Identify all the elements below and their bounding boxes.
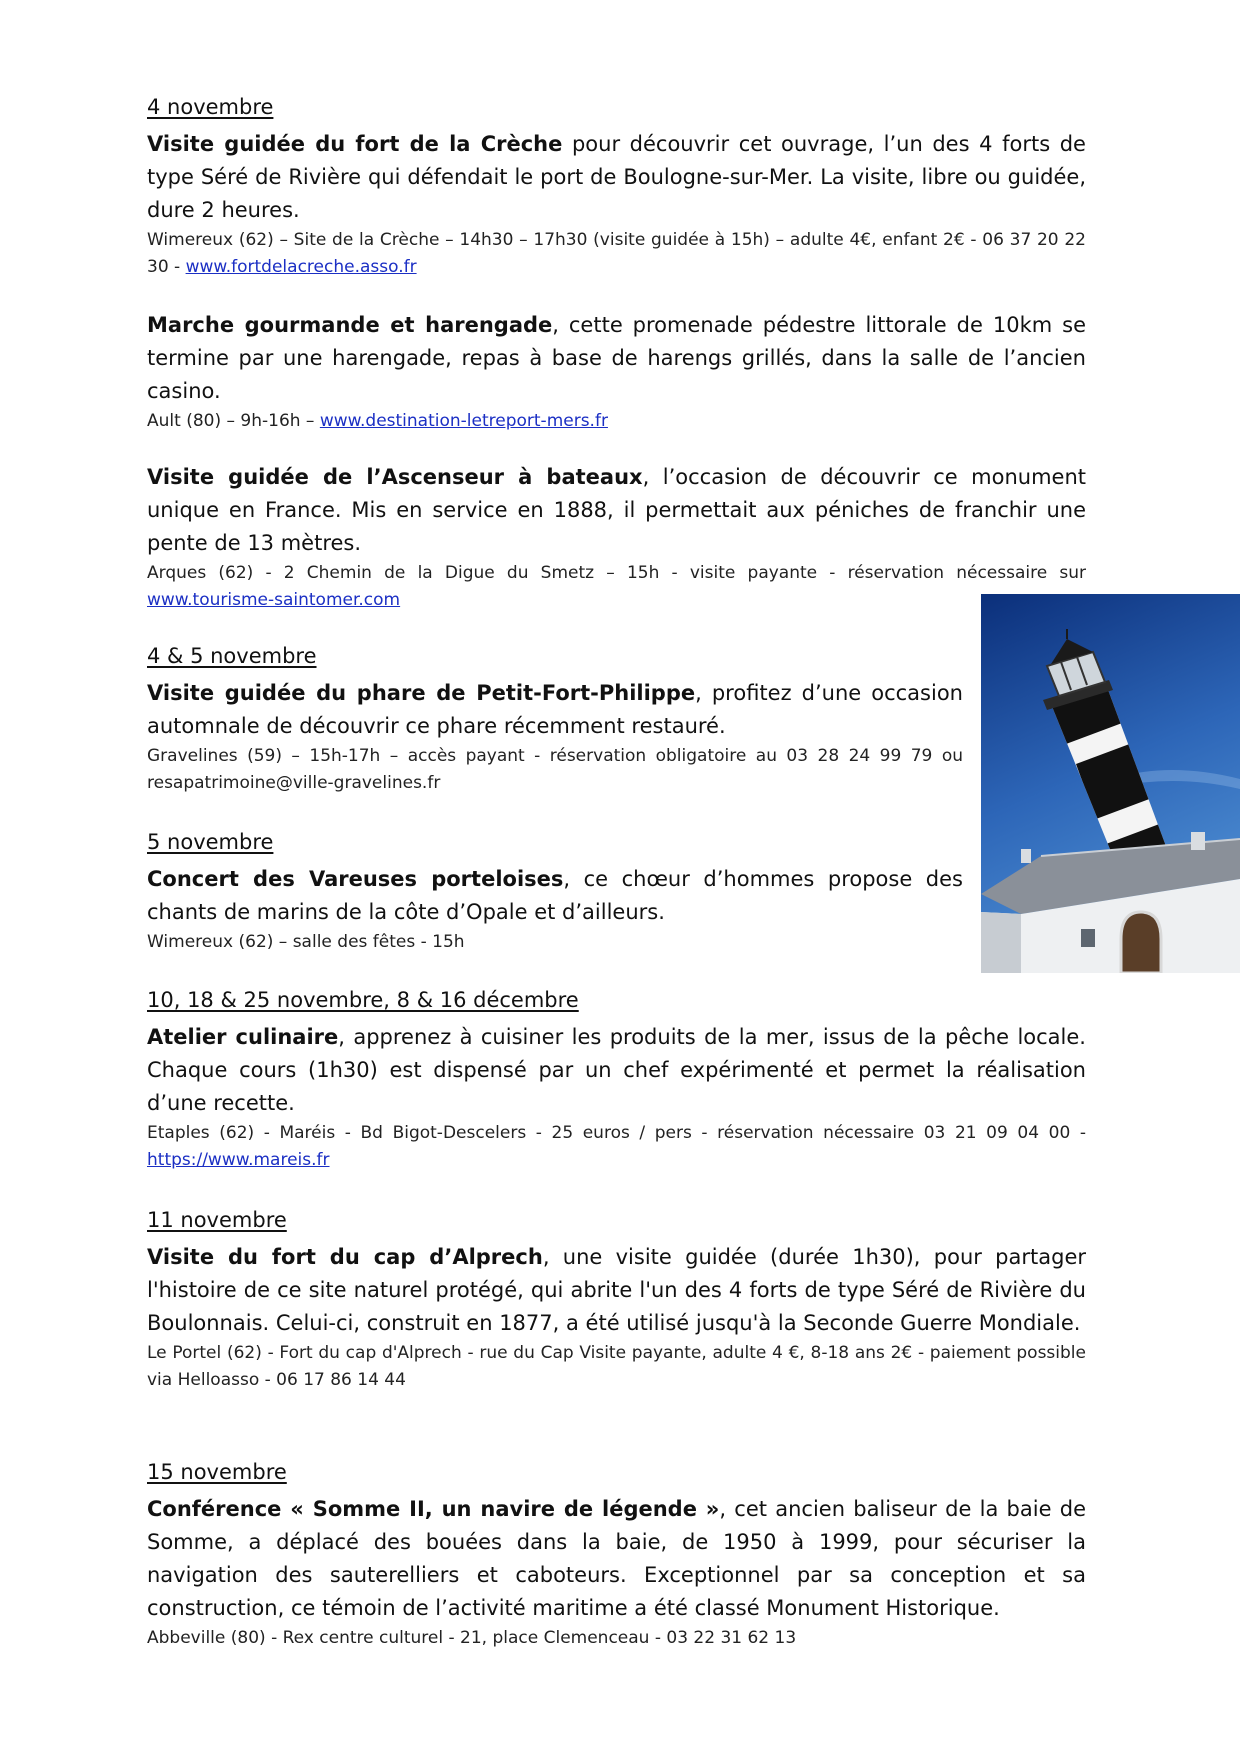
event-text: , apprenez à cuisiner les produits de la mer, issus de la pêche locale. Chaque cours (1h30) est dispensé par un chef expérimenté et permet la réalisation d’une recette. xyxy=(147,1025,1086,1115)
event-date: 4 novembre xyxy=(147,95,274,119)
event-atelier-culinaire xyxy=(147,987,1086,1174)
event-info-text: Gravelines (59) – 15h-17h – accès payant - réservation obligatoire au 03 28 24 99 79 ou resapatrimoine@ville-gravelines.fr xyxy=(147,746,963,793)
event-text: pour découvrir cet ouvrage, l’un des 4 forts de type Séré de Rivière qui défendait le port de Boulogne-sur-Mer. La visite, libre ou guidée, dure 2 heures. xyxy=(147,132,1086,222)
event-title: Visite du fort du cap d’Alprech xyxy=(147,1245,543,1269)
event-description xyxy=(147,309,1086,408)
event-info-text: Etaples (62) - Maréis - Bd Bigot-Descelers - 25 euros / pers - réservation nécessaire 03 21 09 04 00 - xyxy=(147,1123,1086,1143)
event-link[interactable]: www.tourisme-saintomer.com xyxy=(147,590,401,610)
event-info-text: Le Portel (62) - Fort du cap d'Alprech - rue du Cap Visite payante, adulte 4 €, 8-18 ans 2€ - paiement possible via Helloasso - 06 17 86 14 44 xyxy=(147,1343,1086,1390)
event-info-text: Wimereux (62) – Site de la Crèche – 14h30 – 17h30 (visite guidée à 15h) – adulte 4€, enfant 2€ - 06 37 20 22 30 - xyxy=(147,230,1086,277)
event-info xyxy=(147,1340,1086,1394)
event-ascenseur-bateaux xyxy=(147,461,1086,614)
event-title: Conférence « Somme II, un navire de légende » xyxy=(147,1497,720,1521)
event-title: Atelier culinaire xyxy=(147,1025,339,1049)
event-title: Visite guidée du phare de Petit-Fort-Philippe xyxy=(147,681,696,705)
event-description xyxy=(147,128,1086,227)
event-info xyxy=(147,408,1086,435)
event-text: , une visite guidée (durée 1h30), pour partager l'histoire de ce site naturel protégé, qui abrite l'un des 4 forts de type Séré de Rivière du Boulonnais. Celui-ci, construit en 1877, a été utilisé jusqu'à la Seconde Guerre Mondiale. xyxy=(147,1245,1087,1335)
event-title: Marche gourmande et harengade xyxy=(147,313,553,337)
event-description xyxy=(147,1241,1086,1340)
event-info xyxy=(147,1120,1086,1174)
event-info-text: Abbeville (80) - Rex centre culturel - 21, place Clemenceau - 03 22 31 62 13 xyxy=(147,1628,797,1648)
event-link[interactable]: www.destination-letreport-mers.fr xyxy=(319,411,608,431)
event-date: 10, 18 & 25 novembre, 8 & 16 décembre xyxy=(147,988,579,1012)
event-description xyxy=(147,1021,1086,1120)
event-date: 11 novembre xyxy=(147,1208,287,1232)
event-fort-creche xyxy=(147,94,1086,281)
event-info xyxy=(147,929,963,956)
event-description xyxy=(147,461,1086,560)
event-title: Concert des Vareuses porteloises xyxy=(147,867,564,891)
event-text: , ce chœur d’hommes propose des chants de marins de la côte d’Opale et d’ailleurs. xyxy=(147,867,963,924)
event-link[interactable]: www.fortdelacreche.asso.fr xyxy=(185,257,417,277)
event-description xyxy=(147,1493,1086,1625)
event-phare-petit-fort-philippe xyxy=(147,643,963,797)
event-link[interactable]: https://www.mareis.fr xyxy=(147,1150,330,1170)
event-conference-somme xyxy=(147,1459,1086,1652)
event-description xyxy=(147,677,963,743)
event-title: Visite guidée du fort de la Crèche xyxy=(147,132,563,156)
event-info-text: Arques (62) - 2 Chemin de la Digue du Smetz – 15h - visite payante - réservation nécessaire sur xyxy=(147,563,1086,583)
event-concert-vareuses xyxy=(147,829,963,956)
lighthouse-photo xyxy=(981,594,1240,973)
event-info xyxy=(147,743,963,797)
event-text: , l’occasion de découvrir ce monument unique en France. Mis en service en 1888, il permettait aux péniches de franchir une pente de 13 mètres. xyxy=(147,465,1086,555)
event-text: , cette promenade pédestre littorale de 10km se termine par une harengade, repas à base de harengs grillés, dans la salle de l’ancien casino. xyxy=(147,313,1086,403)
event-text: , cet ancien baliseur de la baie de Somme, a déplacé des bouées dans la baie, de 1950 à 1999, pour sécuriser la navigation des sauterelliers et caboteurs. Exceptionnel par sa conception et sa construction, ce témoin de l’activité maritime a été classé Monument Historique. xyxy=(147,1497,1086,1620)
event-info-text: Wimereux (62) – salle des fêtes - 15h xyxy=(147,932,465,952)
event-info xyxy=(147,227,1086,281)
event-title: Visite guidée de l’Ascenseur à bateaux xyxy=(147,465,643,489)
event-date: 5 novembre xyxy=(147,830,274,854)
event-fort-alprech xyxy=(147,1207,1086,1394)
event-info xyxy=(147,560,1086,614)
event-marche-gourmande xyxy=(147,309,1086,435)
event-info xyxy=(147,1625,1086,1652)
event-date: 4 & 5 novembre xyxy=(147,644,317,668)
event-text: , profitez d’une occasion automnale de découvrir ce phare récemment restauré. xyxy=(147,681,963,738)
event-description xyxy=(147,863,963,929)
event-date: 15 novembre xyxy=(147,1460,287,1484)
event-info-text: Ault (80) – 9h-16h – xyxy=(147,411,320,431)
